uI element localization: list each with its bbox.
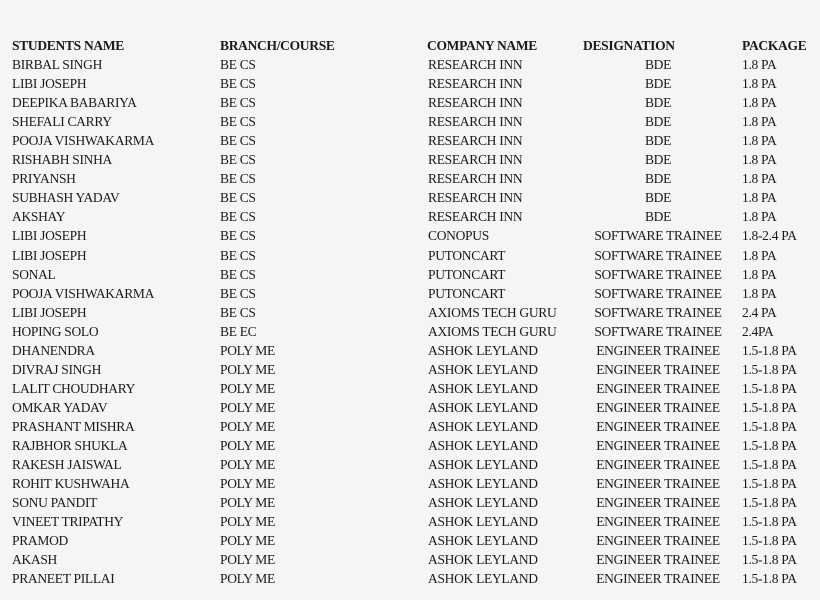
student-name-cell: POOJA VISHWAKARMA [12,133,155,149]
student-name-cell: SONAL [12,266,56,282]
student-name-cell: SHEFALI CARRY [12,114,112,130]
table-row [0,188,820,207]
company-cell: ASHOK LEYLAND [428,418,538,434]
student-name-cell: RISHABH SINHA [12,152,112,168]
branch-cell: POLY ME [220,533,275,549]
branch-cell: POLY ME [220,418,275,434]
student-name-cell: LIBI JOSEPH [12,247,87,263]
table-row [0,569,820,588]
table-row [0,226,820,245]
student-name-cell: RAKESH JAISWAL [12,457,122,473]
company-cell: RESEARCH INN [428,76,523,92]
branch-cell: BE CS [220,266,256,282]
student-name-cell: LALIT CHOUDHARY [12,380,136,396]
table-row [0,360,820,379]
designation-cell: ENGINEER TRAINEE [596,514,720,530]
branch-cell: BE CS [220,190,256,206]
branch-cell: BE CS [220,95,256,111]
branch-cell: POLY ME [220,571,275,587]
table-row [0,207,820,226]
student-name-cell: AKASH [12,552,58,568]
package-cell: 1.5-1.8 PA [742,399,797,415]
package-cell: 2.4PA [742,323,774,339]
designation-cell: SOFTWARE TRAINEE [594,247,722,263]
table-row [0,341,820,360]
student-name-cell: SONU PANDIT [12,495,98,511]
designation-cell: SOFTWARE TRAINEE [594,323,722,339]
designation-cell: ENGINEER TRAINEE [596,438,720,453]
table-row [0,531,820,550]
branch-cell: POLY ME [220,438,275,453]
branch-cell: BE CS [220,171,256,187]
designation-cell: ENGINEER TRAINEE [596,495,720,511]
table-row [0,512,820,531]
table-row [0,493,820,512]
company-cell: RESEARCH INN [428,95,523,111]
student-name-cell: LIBI JOSEPH [12,228,87,244]
company-cell: ASHOK LEYLAND [428,533,538,549]
branch-cell: BE CS [220,57,256,72]
designation-cell: SOFTWARE TRAINEE [594,266,722,282]
table-row [0,550,820,569]
package-cell: 1.5-1.8 PA [742,552,797,568]
company-cell: RESEARCH INN [428,171,523,187]
header-branch-course: BRANCH/COURSE [220,38,335,53]
package-cell: 1.8 PA [742,266,777,282]
table-row [0,379,820,398]
table-row [0,93,820,112]
student-name-cell: SUBHASH YADAV [12,190,120,206]
table-header-row [0,36,820,55]
student-name-cell: OMKAR YADAV [12,399,108,415]
designation-cell: BDE [644,133,672,149]
package-cell: 1.8 PA [742,95,777,111]
table-row [0,131,820,150]
designation-cell: BDE [644,171,672,187]
student-name-cell: PRIYANSH [12,171,76,187]
student-name-cell: POOJA VISHWAKARMA [12,285,155,301]
company-cell: ASHOK LEYLAND [428,438,538,453]
student-name-cell: PRAMOD [12,533,68,549]
table-row [0,417,820,436]
company-cell: AXIOMS TECH GURU [428,304,557,320]
table-row [0,74,820,93]
branch-cell: BE CS [220,114,256,130]
package-cell: 1.8 PA [742,57,777,72]
branch-cell: POLY ME [220,399,275,415]
package-cell: 1.5-1.8 PA [742,457,797,473]
package-cell: 1.5-1.8 PA [742,476,797,492]
package-cell: 1.5-1.8 PA [742,495,797,511]
branch-cell: BE CS [220,76,256,92]
package-cell: 1.8 PA [742,209,777,225]
designation-cell: SOFTWARE TRAINEE [594,285,722,301]
designation-cell: BDE [644,57,672,72]
branch-cell: BE EC [220,323,257,339]
company-cell: ASHOK LEYLAND [428,457,538,473]
branch-cell: BE CS [220,209,256,225]
designation-cell: ENGINEER TRAINEE [596,380,720,396]
designation-cell: ENGINEER TRAINEE [596,361,720,377]
table-row [0,436,820,455]
branch-cell: POLY ME [220,476,275,492]
table-row [0,150,820,169]
package-cell: 1.5-1.8 PA [742,418,797,434]
package-cell: 1.8 PA [742,114,777,130]
company-cell: ASHOK LEYLAND [428,514,538,530]
branch-cell: BE CS [220,304,256,320]
designation-cell: BDE [644,76,672,92]
package-cell: 1.8 PA [742,171,777,187]
company-cell: ASHOK LEYLAND [428,342,538,358]
company-cell: ASHOK LEYLAND [428,361,538,377]
branch-cell: POLY ME [220,361,275,377]
designation-cell: ENGINEER TRAINEE [596,418,720,434]
student-name-cell: VINEET TRIPATHY [12,514,124,530]
student-name-cell: HOPING SOLO [12,323,99,339]
designation-cell: ENGINEER TRAINEE [596,552,720,568]
package-cell: 1.5-1.8 PA [742,571,797,587]
package-cell: 1.8 PA [742,76,777,92]
designation-cell: BDE [644,152,672,168]
branch-cell: BE CS [220,228,256,244]
company-cell: PUTONCART [428,266,506,282]
company-cell: AXIOMS TECH GURU [428,323,557,339]
table-row [0,455,820,474]
company-cell: PUTONCART [428,285,506,301]
student-name-cell: PRASHANT MISHRA [12,418,135,434]
package-cell: 1.8 PA [742,133,777,149]
table-row [0,303,820,322]
table-row [0,265,820,284]
student-name-cell: LIBI JOSEPH [12,76,87,92]
package-cell: 1.8 PA [742,190,777,206]
table-row [0,322,820,341]
table-row [0,474,820,493]
student-name-cell: ROHIT KUSHWAHA [12,476,130,492]
table-row [0,169,820,188]
designation-cell: ENGINEER TRAINEE [596,571,720,587]
designation-cell: ENGINEER TRAINEE [596,399,720,415]
company-cell: RESEARCH INN [428,114,523,130]
package-cell: 1.5-1.8 PA [742,533,797,549]
designation-cell: ENGINEER TRAINEE [596,476,720,492]
student-name-cell: LIBI JOSEPH [12,304,87,320]
company-cell: RESEARCH INN [428,209,523,225]
package-cell: 1.5-1.8 PA [742,438,797,453]
student-name-cell: DHANENDRA [12,342,95,358]
package-cell: 1.5-1.8 PA [742,514,797,530]
student-name-cell: PRANEET PILLAI [12,571,115,587]
company-cell: RESEARCH INN [428,133,523,149]
designation-cell: ENGINEER TRAINEE [596,342,720,358]
branch-cell: POLY ME [220,342,275,358]
student-name-cell: RAJBHOR SHUKLA [12,438,128,453]
designation-cell: SOFTWARE TRAINEE [594,304,722,320]
designation-cell: SOFTWARE TRAINEE [594,228,722,244]
student-name-cell: BIRBAL SINGH [12,57,103,72]
branch-cell: POLY ME [220,514,275,530]
package-cell: 1.8 PA [742,247,777,263]
designation-cell: BDE [644,114,672,130]
company-cell: ASHOK LEYLAND [428,399,538,415]
package-cell: 1.5-1.8 PA [742,380,797,396]
table-row [0,398,820,417]
branch-cell: POLY ME [220,495,275,511]
package-cell: 1.8-2.4 PA [742,228,797,244]
package-cell: 1.5-1.8 PA [742,342,797,358]
company-cell: ASHOK LEYLAND [428,495,538,511]
branch-cell: BE CS [220,133,256,149]
company-cell: ASHOK LEYLAND [428,552,538,568]
package-cell: 1.8 PA [742,285,777,301]
student-name-cell: DEEPIKA BABARIYA [12,95,137,111]
header-designation: DESIGNATION [583,38,675,53]
header-company-name: COMPANY NAME [427,38,538,53]
designation-cell: BDE [644,95,672,111]
designation-cell: BDE [644,190,672,206]
company-cell: CONOPUS [428,228,489,244]
designation-cell: ENGINEER TRAINEE [596,457,720,473]
student-name-cell: AKSHAY [12,209,66,225]
package-cell: 2.4 PA [742,304,777,320]
company-cell: RESEARCH INN [428,190,523,206]
company-cell: RESEARCH INN [428,152,523,168]
company-cell: ASHOK LEYLAND [428,571,538,587]
designation-cell: ENGINEER TRAINEE [596,533,720,549]
branch-cell: BE CS [220,285,256,301]
branch-cell: POLY ME [220,457,275,473]
package-cell: 1.8 PA [742,152,777,168]
company-cell: ASHOK LEYLAND [428,476,538,492]
table-row [0,284,820,303]
designation-cell: BDE [644,209,672,225]
company-cell: ASHOK LEYLAND [428,380,538,396]
company-cell: RESEARCH INN [428,57,523,72]
table-row [0,55,820,74]
branch-cell: BE CS [220,152,256,168]
header-students-name: STUDENTS NAME [12,38,124,53]
package-cell: 1.5-1.8 PA [742,361,797,377]
branch-cell: POLY ME [220,380,275,396]
student-name-cell: DIVRAJ SINGH [12,361,102,377]
table-row [0,112,820,131]
table-row [0,246,820,265]
branch-cell: POLY ME [220,552,275,568]
branch-cell: BE CS [220,247,256,263]
header-package: PACKAGE [742,38,807,53]
company-cell: PUTONCART [428,247,506,263]
